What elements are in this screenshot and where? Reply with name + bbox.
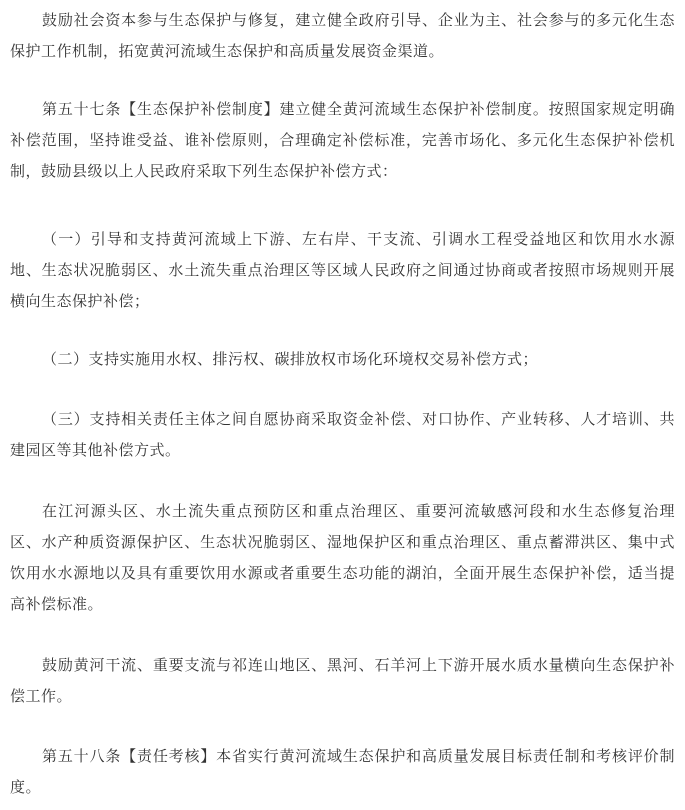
paragraph-item-2: （二）支持实施用水权、排污权、碳排放权市场化环境权交易补偿方式； (42, 350, 539, 368)
paragraph-article-58: 第五十八条【责任考核】本省实行黄河流域生态保护和高质量发展目标责任制和考核评价制度。 (10, 747, 675, 796)
paragraph-item-3: （三）支持相关责任主体之间自愿协商采取资金补偿、对口协作、产业转移、人才培训、共建园区等其他补偿方式。 (10, 410, 675, 459)
paragraph-item-1: （一）引导和支持黄河流域上下游、左右岸、干支流、引调水工程受益地区和饮用水水源地、生态状况脆弱区、水土流失重点治理区等区域人民政府之间通过协商或者按照市场规则开展横向生态保护补偿； (10, 230, 675, 310)
paragraph-key-areas: 在江河源头区、水土流失重点预防区和重点治理区、重要河流敏感河段和水生态修复治理区、水产种质资源保护区、生态状况脆弱区、湿地保护区和重点治理区、重点蓄滞洪区、集中式饮用水水源地以及具有重要饮用水源或者重要生态功能的湖泊，全面开展生态保护补偿，适当提高补偿标准。 (10, 502, 675, 613)
paragraph-yellow-river-mainstream: 鼓励黄河干流、重要支流与祁连山地区、黑河、石羊河上下游开展水质水量横向生态保护补偿工作。 (10, 656, 675, 705)
paragraph-article-57: 第五十七条【生态保护补偿制度】建立健全黄河流域生态保护补偿制度。按照国家规定明确补偿范围，坚持谁受益、谁补偿原则，合理确定补偿标准，完善市场化、多元化生态保护补偿机制，鼓励县级以上人民政府采取下列生态保护补偿方式： (10, 100, 675, 180)
paragraph-social-capital: 鼓励社会资本参与生态保护与修复，建立健全政府引导、企业为主、社会参与的多元化生态保护工作机制，拓宽黄河流域生态保护和高质量发展资金渠道。 (10, 11, 675, 60)
